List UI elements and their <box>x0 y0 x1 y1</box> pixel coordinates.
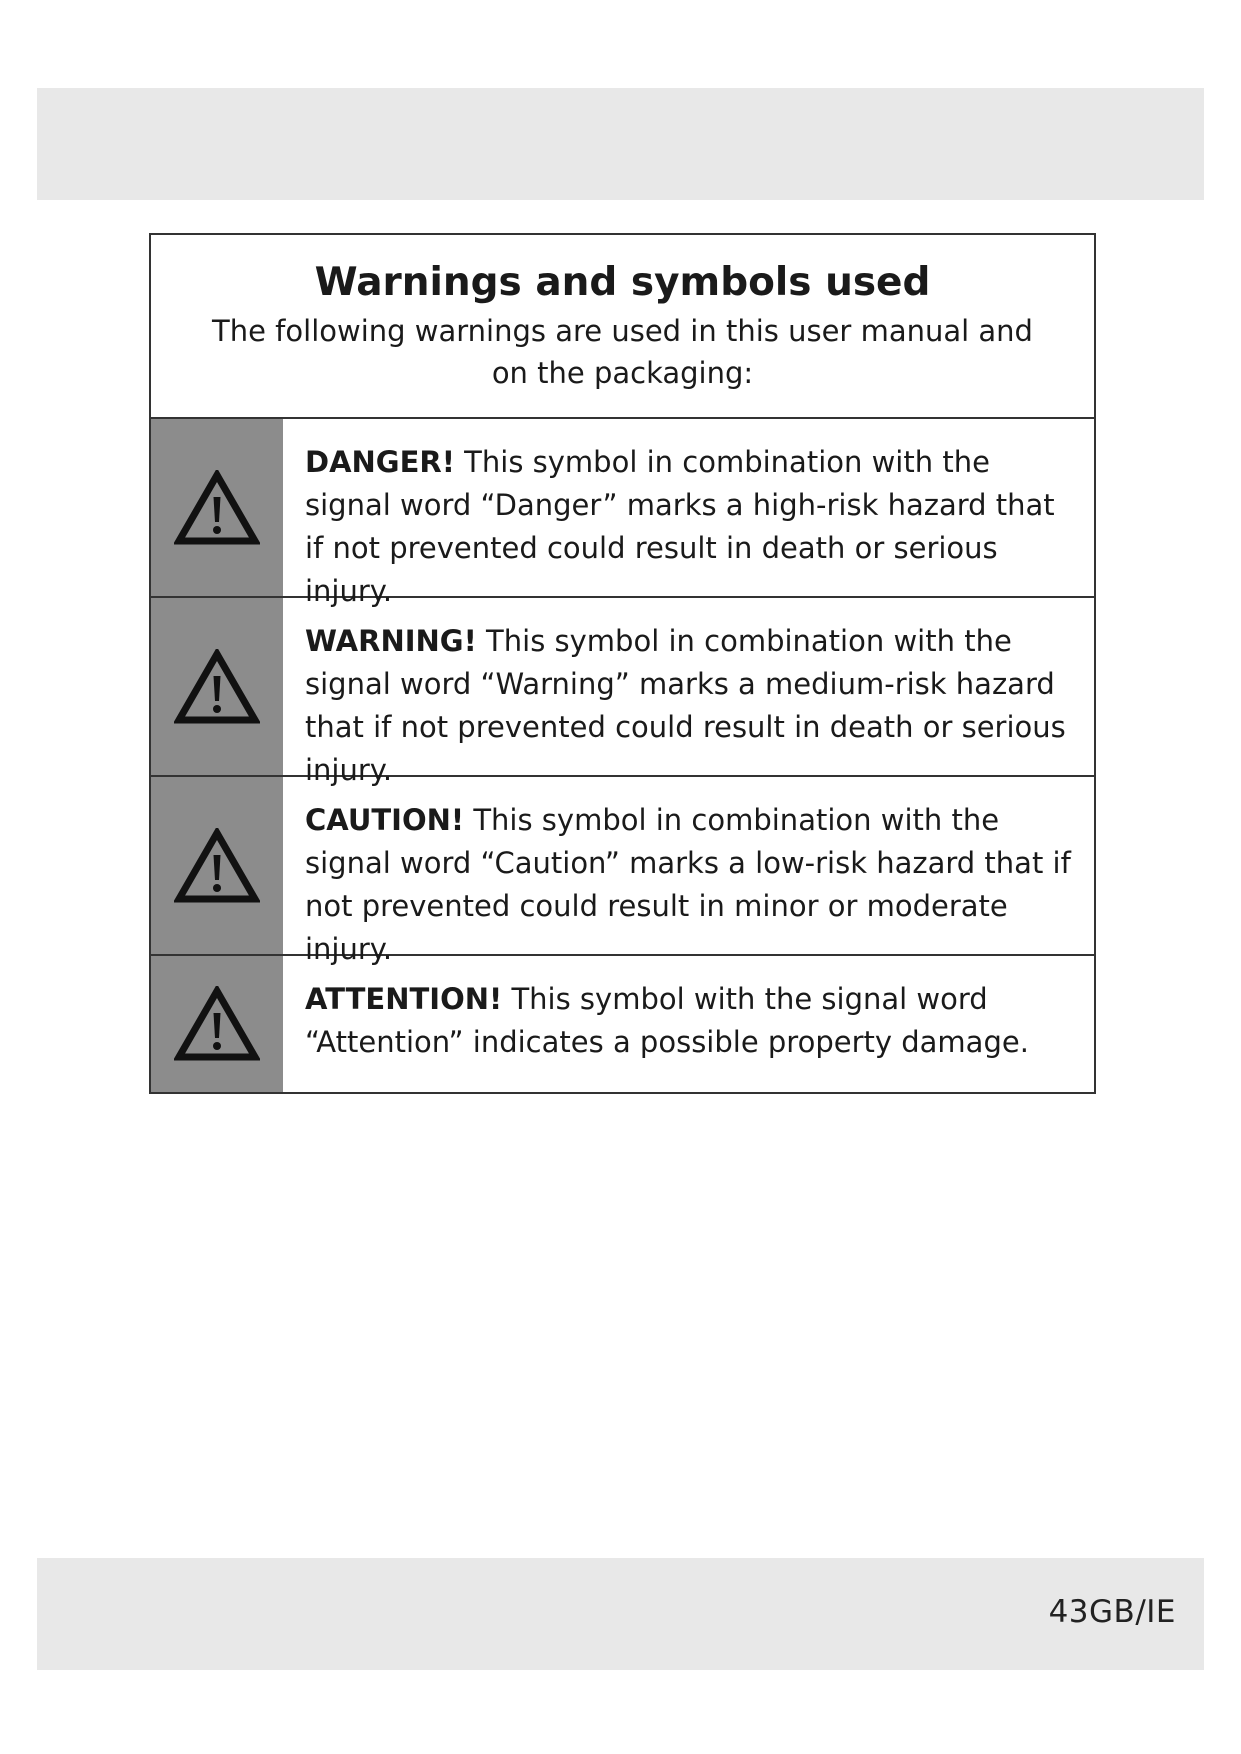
warning-triangle-icon <box>174 828 260 904</box>
icon-cell <box>151 419 283 596</box>
warning-text <box>283 419 1094 608</box>
header-band <box>37 88 1204 200</box>
page-number: 43GB/IE <box>1048 1594 1176 1630</box>
warning-description: This symbol in combination with the signal word “Danger” marks a high-risk hazard that if not prevented could result in death or serious injury. <box>305 445 1055 608</box>
table-subtitle: The following warnings are used in this user manual and on the packaging: <box>212 313 1033 390</box>
table-header <box>151 235 1094 419</box>
warning-text <box>283 777 1094 966</box>
warning-description: This symbol in combination with the signal word “Warning” marks a medium-risk hazard that if not prevented could result in death or serious injury. <box>305 624 1066 787</box>
icon-cell <box>151 598 283 775</box>
warning-text <box>283 598 1094 787</box>
warning-description: This symbol with the signal word “Attention” indicates a possible property damage. <box>305 982 1029 1059</box>
signal-word: CAUTION! <box>305 803 465 837</box>
icon-cell <box>151 956 283 1092</box>
warning-triangle-icon <box>174 986 260 1062</box>
signal-word: ATTENTION! <box>305 982 503 1016</box>
icon-cell <box>151 777 283 954</box>
table-title: Warnings and symbols used <box>314 260 931 305</box>
footer-band <box>37 1558 1204 1670</box>
warning-row-warning <box>151 598 1094 787</box>
warning-triangle-icon <box>174 470 260 546</box>
warning-row-danger <box>151 419 1094 608</box>
warning-text <box>283 956 1094 1092</box>
signal-word: DANGER! <box>305 445 455 479</box>
warning-triangle-icon <box>174 649 260 725</box>
warning-description: This symbol in combination with the signal word “Caution” marks a low-risk hazard that if not prevented could result in minor or moderate injury. <box>305 803 1071 966</box>
signal-word: WARNING! <box>305 624 477 658</box>
warnings-table <box>149 233 1096 1094</box>
warning-row-attention <box>151 956 1094 1092</box>
warning-row-caution <box>151 777 1094 966</box>
